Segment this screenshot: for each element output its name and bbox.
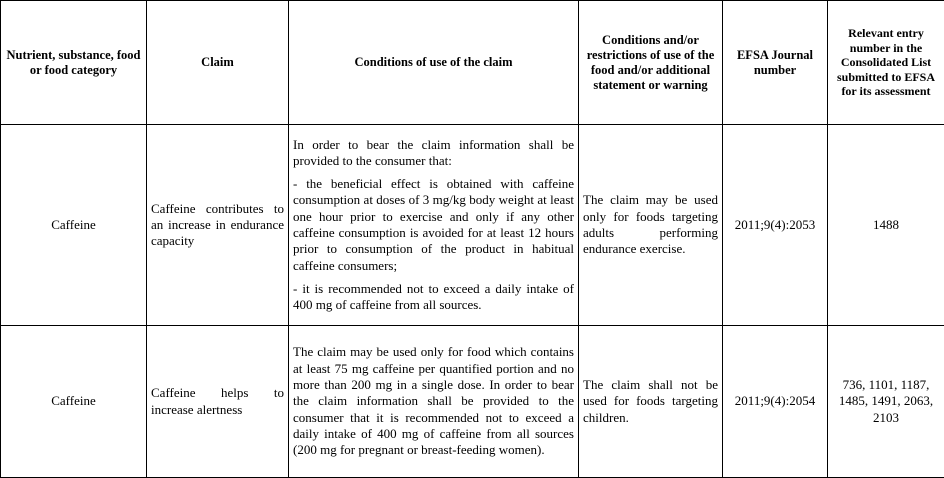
- cell-claim: Caffeine contributes to an increase in endurance capacity: [147, 125, 289, 326]
- cell-entry: 1488: [828, 125, 944, 326]
- condition-paragraph: The claim may be used only for food which contains at least 75 mg caffeine per quantified portion and no more than 200 mg in a single dose. In order to bear the claim information shall be provided to the consumer that it is recommended not to exceed a daily intake of 400 mg of caffeine from all sources (200 mg for pregnant or breast-feeding women).: [293, 344, 574, 458]
- condition-paragraph: In order to bear the claim information shall be provided to the consumer that:: [293, 137, 574, 170]
- header-restrictions: Conditions and/or restrictions of use of the food and/or additional statement or warning: [579, 1, 723, 125]
- header-journal: EFSA Journal number: [723, 1, 828, 125]
- header-conditions: Conditions of use of the claim: [289, 1, 579, 125]
- header-row: [1, 1, 944, 125]
- cell-journal: 2011;9(4):2053: [723, 125, 828, 326]
- cell-restrictions: The claim shall not be used for foods targeting children.: [579, 326, 723, 478]
- header-claim: Claim: [147, 1, 289, 125]
- condition-paragraph: - the beneficial effect is obtained with caffeine consumption at doses of 3 mg/kg body weight at least one hour prior to exercise and only if any other caffeine consumption is avoided for at least 12 hours prior to consumption of the product in habitual caffeine consumers;: [293, 176, 574, 274]
- cell-conditions: [289, 125, 579, 326]
- condition-paragraph: - it is recommended not to exceed a daily intake of 400 mg of caffeine from all sources.: [293, 281, 574, 314]
- cell-nutrient: Caffeine: [1, 125, 147, 326]
- cell-claim: Caffeine helps to increase alertness: [147, 326, 289, 478]
- cell-conditions: [289, 326, 579, 478]
- cell-restrictions: The claim may be used only for foods targeting adults performing endurance exercise.: [579, 125, 723, 326]
- table-row: [1, 125, 944, 326]
- header-nutrient: Nutrient, substance, food or food category: [1, 1, 147, 125]
- header-entry: Relevant entry number in the Consolidated List submitted to EFSA for its assessment: [828, 1, 944, 125]
- cell-entry: 736, 1101, 1187, 1485, 1491, 2063, 2103: [828, 326, 944, 478]
- cell-journal: 2011;9(4):2054: [723, 326, 828, 478]
- table-row: [1, 326, 944, 478]
- cell-nutrient: Caffeine: [1, 326, 147, 478]
